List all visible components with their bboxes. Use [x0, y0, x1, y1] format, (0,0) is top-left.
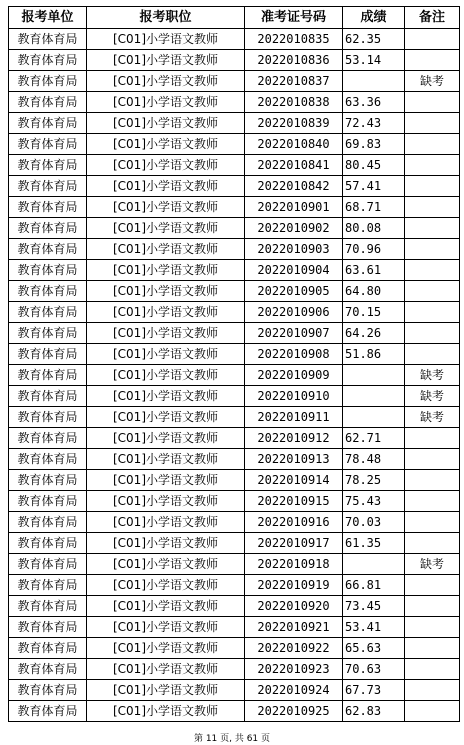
score-cell: 73.45: [343, 596, 405, 617]
note-cell: [405, 344, 460, 365]
score-table: [8, 6, 460, 722]
header-unit: 报考单位: [9, 7, 87, 29]
table-row: [9, 512, 460, 533]
ticket-cell: 2022010903: [245, 239, 343, 260]
unit-cell: 教育体育局: [9, 680, 87, 701]
unit-cell: 教育体育局: [9, 428, 87, 449]
note-cell: [405, 638, 460, 659]
note-cell: [405, 428, 460, 449]
post-cell: [C01]小学语文教师: [87, 449, 245, 470]
note-cell: [405, 197, 460, 218]
score-cell: 75.43: [343, 491, 405, 512]
post-cell: [C01]小学语文教师: [87, 155, 245, 176]
score-cell: 64.80: [343, 281, 405, 302]
ticket-cell: 2022010907: [245, 323, 343, 344]
table-row: [9, 239, 460, 260]
post-cell: [C01]小学语文教师: [87, 470, 245, 491]
table-row: [9, 218, 460, 239]
table-row: [9, 197, 460, 218]
note-cell: [405, 701, 460, 722]
score-cell: 78.25: [343, 470, 405, 491]
post-cell: [C01]小学语文教师: [87, 701, 245, 722]
table-row: [9, 176, 460, 197]
table-row: [9, 491, 460, 512]
post-cell: [C01]小学语文教师: [87, 71, 245, 92]
score-cell: 64.26: [343, 323, 405, 344]
ticket-cell: 2022010906: [245, 302, 343, 323]
unit-cell: 教育体育局: [9, 155, 87, 176]
ticket-cell: 2022010901: [245, 197, 343, 218]
ticket-cell: 2022010917: [245, 533, 343, 554]
post-cell: [C01]小学语文教师: [87, 176, 245, 197]
unit-cell: 教育体育局: [9, 71, 87, 92]
post-cell: [C01]小学语文教师: [87, 134, 245, 155]
note-cell: [405, 449, 460, 470]
score-cell: 80.45: [343, 155, 405, 176]
ticket-cell: 2022010913: [245, 449, 343, 470]
table-row: [9, 533, 460, 554]
ticket-cell: 2022010923: [245, 659, 343, 680]
score-cell: [343, 365, 405, 386]
table-row: [9, 680, 460, 701]
unit-cell: 教育体育局: [9, 134, 87, 155]
ticket-cell: 2022010838: [245, 92, 343, 113]
score-cell: 53.41: [343, 617, 405, 638]
post-cell: [C01]小学语文教师: [87, 113, 245, 134]
table-row: [9, 344, 460, 365]
table-row: [9, 428, 460, 449]
table-header: [9, 7, 460, 29]
table-row: [9, 407, 460, 428]
score-cell: [343, 554, 405, 575]
note-cell: [405, 470, 460, 491]
table-row: [9, 302, 460, 323]
note-cell: [405, 659, 460, 680]
header-row: [9, 7, 460, 29]
ticket-cell: 2022010841: [245, 155, 343, 176]
note-cell: 缺考: [405, 386, 460, 407]
score-cell: 57.41: [343, 176, 405, 197]
header-score: 成绩: [343, 7, 405, 29]
unit-cell: 教育体育局: [9, 638, 87, 659]
post-cell: [C01]小学语文教师: [87, 659, 245, 680]
table-row: [9, 113, 460, 134]
post-cell: [C01]小学语文教师: [87, 512, 245, 533]
post-cell: [C01]小学语文教师: [87, 386, 245, 407]
table-row: [9, 260, 460, 281]
score-cell: 70.15: [343, 302, 405, 323]
score-cell: 63.36: [343, 92, 405, 113]
ticket-cell: 2022010909: [245, 365, 343, 386]
table-row: [9, 386, 460, 407]
unit-cell: 教育体育局: [9, 239, 87, 260]
post-cell: [C01]小学语文教师: [87, 575, 245, 596]
ticket-cell: 2022010837: [245, 71, 343, 92]
table-row: [9, 365, 460, 386]
post-cell: [C01]小学语文教师: [87, 365, 245, 386]
ticket-cell: 2022010842: [245, 176, 343, 197]
table-row: [9, 617, 460, 638]
score-cell: 65.63: [343, 638, 405, 659]
unit-cell: 教育体育局: [9, 470, 87, 491]
ticket-cell: 2022010904: [245, 260, 343, 281]
ticket-cell: 2022010925: [245, 701, 343, 722]
note-cell: [405, 281, 460, 302]
table-row: [9, 323, 460, 344]
note-cell: [405, 617, 460, 638]
ticket-cell: 2022010914: [245, 470, 343, 491]
header-ticket: 准考证号码: [245, 7, 343, 29]
note-cell: 缺考: [405, 407, 460, 428]
score-cell: 62.35: [343, 29, 405, 50]
note-cell: [405, 323, 460, 344]
ticket-cell: 2022010911: [245, 407, 343, 428]
ticket-cell: 2022010915: [245, 491, 343, 512]
ticket-cell: 2022010912: [245, 428, 343, 449]
score-cell: 70.96: [343, 239, 405, 260]
unit-cell: 教育体育局: [9, 386, 87, 407]
table-row: [9, 470, 460, 491]
post-cell: [C01]小学语文教师: [87, 344, 245, 365]
unit-cell: 教育体育局: [9, 575, 87, 596]
post-cell: [C01]小学语文教师: [87, 407, 245, 428]
note-cell: [405, 239, 460, 260]
unit-cell: 教育体育局: [9, 365, 87, 386]
table-row: [9, 50, 460, 71]
score-cell: 70.03: [343, 512, 405, 533]
ticket-cell: 2022010835: [245, 29, 343, 50]
table-row: [9, 281, 460, 302]
ticket-cell: 2022010840: [245, 134, 343, 155]
unit-cell: 教育体育局: [9, 554, 87, 575]
note-cell: [405, 50, 460, 71]
header-post: 报考职位: [87, 7, 245, 29]
note-cell: [405, 92, 460, 113]
table-row: [9, 554, 460, 575]
post-cell: [C01]小学语文教师: [87, 218, 245, 239]
unit-cell: 教育体育局: [9, 659, 87, 680]
score-cell: 72.43: [343, 113, 405, 134]
ticket-cell: 2022010922: [245, 638, 343, 659]
note-cell: [405, 596, 460, 617]
post-cell: [C01]小学语文教师: [87, 92, 245, 113]
post-cell: [C01]小学语文教师: [87, 617, 245, 638]
post-cell: [C01]小学语文教师: [87, 428, 245, 449]
ticket-cell: 2022010921: [245, 617, 343, 638]
table-row: [9, 155, 460, 176]
table-row: [9, 449, 460, 470]
post-cell: [C01]小学语文教师: [87, 197, 245, 218]
score-cell: 62.71: [343, 428, 405, 449]
ticket-cell: 2022010908: [245, 344, 343, 365]
unit-cell: 教育体育局: [9, 260, 87, 281]
unit-cell: 教育体育局: [9, 344, 87, 365]
score-cell: 78.48: [343, 449, 405, 470]
post-cell: [C01]小学语文教师: [87, 29, 245, 50]
ticket-cell: 2022010920: [245, 596, 343, 617]
unit-cell: 教育体育局: [9, 113, 87, 134]
unit-cell: 教育体育局: [9, 596, 87, 617]
score-cell: [343, 71, 405, 92]
ticket-cell: 2022010916: [245, 512, 343, 533]
unit-cell: 教育体育局: [9, 533, 87, 554]
note-cell: [405, 680, 460, 701]
unit-cell: 教育体育局: [9, 302, 87, 323]
table-row: [9, 575, 460, 596]
unit-cell: 教育体育局: [9, 449, 87, 470]
unit-cell: 教育体育局: [9, 218, 87, 239]
post-cell: [C01]小学语文教师: [87, 239, 245, 260]
post-cell: [C01]小学语文教师: [87, 638, 245, 659]
score-cell: 62.83: [343, 701, 405, 722]
note-cell: [405, 134, 460, 155]
note-cell: 缺考: [405, 71, 460, 92]
post-cell: [C01]小学语文教师: [87, 260, 245, 281]
table-row: [9, 71, 460, 92]
note-cell: [405, 302, 460, 323]
note-cell: [405, 176, 460, 197]
note-cell: 缺考: [405, 365, 460, 386]
post-cell: [C01]小学语文教师: [87, 491, 245, 512]
note-cell: [405, 29, 460, 50]
table-row: [9, 701, 460, 722]
ticket-cell: 2022010836: [245, 50, 343, 71]
unit-cell: 教育体育局: [9, 92, 87, 113]
score-cell: 66.81: [343, 575, 405, 596]
score-cell: 67.73: [343, 680, 405, 701]
table-body: [9, 29, 460, 722]
score-cell: 63.61: [343, 260, 405, 281]
note-cell: [405, 491, 460, 512]
score-cell: [343, 386, 405, 407]
ticket-cell: 2022010902: [245, 218, 343, 239]
ticket-cell: 2022010905: [245, 281, 343, 302]
unit-cell: 教育体育局: [9, 29, 87, 50]
post-cell: [C01]小学语文教师: [87, 281, 245, 302]
note-cell: [405, 155, 460, 176]
table-row: [9, 638, 460, 659]
unit-cell: 教育体育局: [9, 50, 87, 71]
unit-cell: 教育体育局: [9, 701, 87, 722]
table-row: [9, 134, 460, 155]
score-cell: 61.35: [343, 533, 405, 554]
score-cell: [343, 407, 405, 428]
unit-cell: 教育体育局: [9, 323, 87, 344]
table-row: [9, 659, 460, 680]
note-cell: [405, 533, 460, 554]
unit-cell: 教育体育局: [9, 197, 87, 218]
unit-cell: 教育体育局: [9, 512, 87, 533]
ticket-cell: 2022010839: [245, 113, 343, 134]
score-cell: 51.86: [343, 344, 405, 365]
score-cell: 53.14: [343, 50, 405, 71]
post-cell: [C01]小学语文教师: [87, 50, 245, 71]
post-cell: [C01]小学语文教师: [87, 323, 245, 344]
ticket-cell: 2022010918: [245, 554, 343, 575]
score-cell: 80.08: [343, 218, 405, 239]
unit-cell: 教育体育局: [9, 617, 87, 638]
post-cell: [C01]小学语文教师: [87, 680, 245, 701]
unit-cell: 教育体育局: [9, 491, 87, 512]
note-cell: [405, 260, 460, 281]
score-cell: 68.71: [343, 197, 405, 218]
unit-cell: 教育体育局: [9, 281, 87, 302]
table-row: [9, 92, 460, 113]
header-note: 备注: [405, 7, 460, 29]
note-cell: 缺考: [405, 554, 460, 575]
ticket-cell: 2022010910: [245, 386, 343, 407]
table-row: [9, 29, 460, 50]
ticket-cell: 2022010924: [245, 680, 343, 701]
score-cell: 70.63: [343, 659, 405, 680]
post-cell: [C01]小学语文教师: [87, 554, 245, 575]
post-cell: [C01]小学语文教师: [87, 302, 245, 323]
table-row: [9, 596, 460, 617]
unit-cell: 教育体育局: [9, 176, 87, 197]
note-cell: [405, 113, 460, 134]
page-footer: 第 11 页, 共 61 页: [193, 734, 271, 744]
post-cell: [C01]小学语文教师: [87, 533, 245, 554]
note-cell: [405, 575, 460, 596]
note-cell: [405, 512, 460, 533]
score-cell: 69.83: [343, 134, 405, 155]
ticket-cell: 2022010919: [245, 575, 343, 596]
post-cell: [C01]小学语文教师: [87, 596, 245, 617]
unit-cell: 教育体育局: [9, 407, 87, 428]
note-cell: [405, 218, 460, 239]
